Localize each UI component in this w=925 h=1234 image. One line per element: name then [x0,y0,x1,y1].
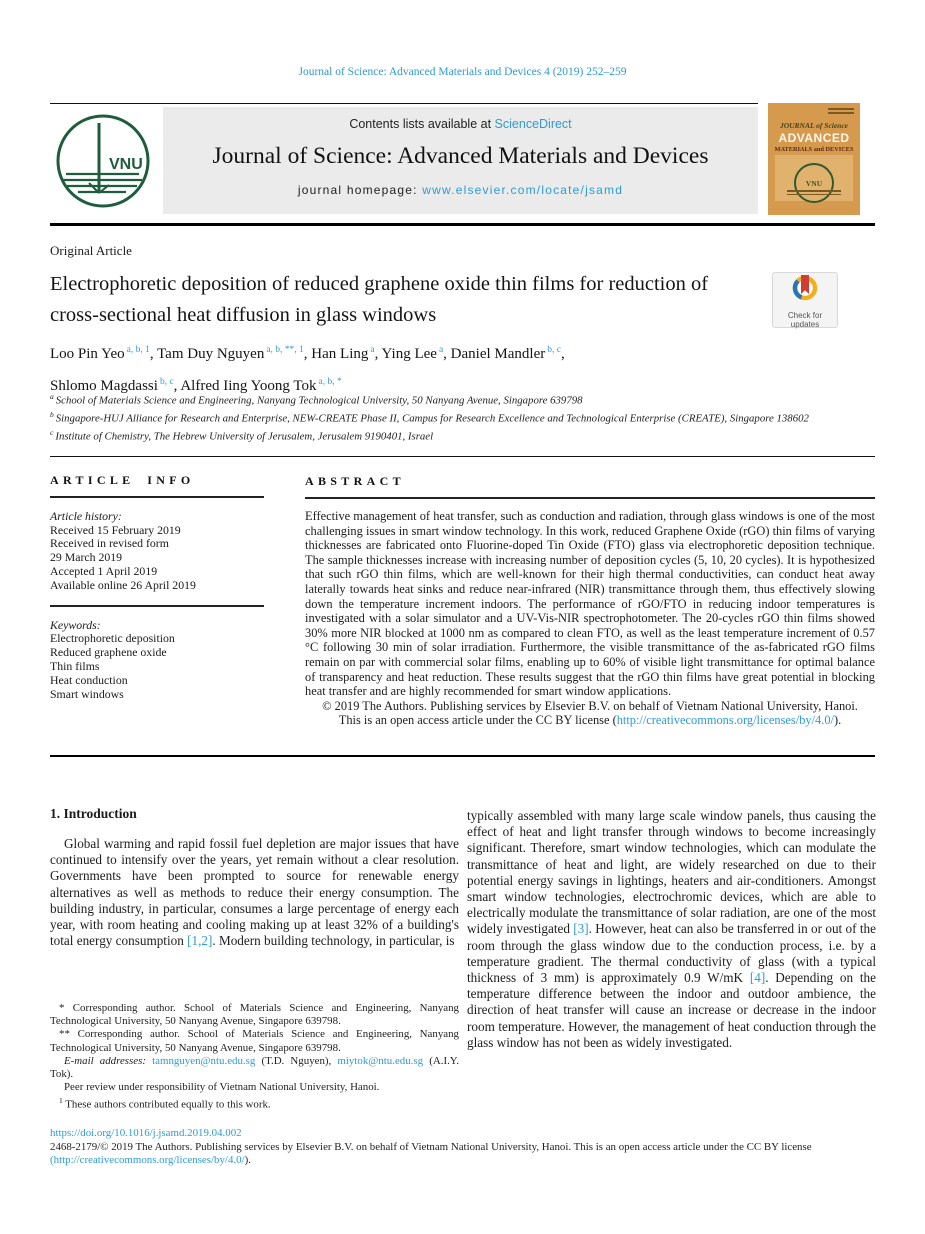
info-keywords-rule [50,605,264,607]
abstract-bottom-rule [50,755,875,757]
journal-title: Journal of Science: Advanced Materials and Devices [212,143,709,169]
history-item: Received 15 February 2019 [50,522,181,537]
badge-label-line1: Check for [787,311,823,320]
abstract-copyright [305,699,875,728]
abstract-heading: ABSTRACT [305,474,405,488]
article-history-label: Article history: [50,508,122,523]
cover-vnu-text: VNU [805,178,823,188]
affiliation: $^c$ Institute of Chemistry, The Hebrew University of Jerusalem, Jerusalem 9190401, Israel [50,427,434,443]
running-head-citation: Journal of Science: Advanced Materials and Devices 4 (2019) 252–259 [298,66,627,78]
author: Shlomo Magdassi $^{b, c}$, [50,377,181,394]
article-info-heading: ARTICLE INFO [50,473,195,487]
license-post: ). [833,713,842,728]
author-affil-sup: b, c [159,377,174,387]
article-title: Electrophoretic deposition of reduced graphene oxide thin films for reduction of cross-sectional heat diffusion in glass windows [50,273,709,326]
contents-line [163,117,758,131]
masthead-top-rule [50,103,758,104]
author: Alfred Iing Yoong Tok $^{a, b, *}$ [180,377,342,394]
cover-journal-line: JOURNAL of Science [779,121,849,130]
keyword-item: Reduced graphene oxide [50,645,167,660]
cover-issn-marks [828,108,854,116]
history-item: Accepted 1 April 2019 [50,563,158,578]
intro-text: . Modern building technology, in particular, is [212,933,455,949]
intro-paragraph-continued [467,808,876,1051]
author: Loo Pin Yeo $^{a, b, 1}$, [50,345,158,362]
homepage-line [163,183,758,197]
footnotes [50,1002,459,1112]
author-affil-sup: a [438,345,444,355]
header-divider-rule [50,456,875,457]
homepage-prefix: journal homepage: [297,183,418,197]
masthead-bottom-rule [50,223,875,226]
author-affil-sup: a, b, 1 [126,345,150,355]
badge-label-line2: updates [790,319,820,329]
doi-link[interactable]: https://doi.org/10.1016/j.jsamd.2019.04.002 [50,1127,242,1139]
check-for-updates-badge[interactable] [772,272,838,328]
keyword-item: Electrophoretic deposition [50,631,175,646]
citation-ref-3[interactable]: [3] [573,921,589,937]
vnu-logo [53,111,153,211]
footer-copyright-text: 2468-2179/© 2019 The Authors. Publishing services by Elsevier B.V. on behalf of Vietnam National University, Hanoi. This is an open access article under the CC BY license [50,1140,812,1153]
crossmark-icon [785,273,825,307]
footer-license-post: ). [244,1154,251,1166]
intro-text: . However, heat can also be transferred in or out of the room through the glass window due to the conduction process, i.e. by a temperature gradient. The thermal conductivity of glass (with a typical thickness of 3 mm) is approximately 0.9 W/mK [467,921,876,986]
footnote-corresponding-2: ** Corresponding author. School of Materials Science and Engineering, Nanyang Technological University, 50 Nanyang Avenue, Singapore 639798. [50,1028,459,1054]
page-footer [50,1127,875,1168]
intro-text: . Depending on the temperature difference between the indoor and outdoor ambience, the direction of heat transfer will cause an increase or decrease in the indoor room temperature. However, the management of heat conduction through the glass window has not been as widely investigated. [467,970,876,1050]
body-right-column [467,808,876,1051]
cc-by-license-link[interactable]: http://creativecommons.org/licenses/by/4.0/ [616,713,834,728]
affiliations [50,390,875,443]
footnote-equal-contribution: $^1$ These authors contributed equally to this work. [59,1096,271,1112]
footnote-emails [50,1055,459,1081]
intro-text: typically assembled with many large scale window panels, thus causing the effect of heat and light transfer through windows to become increasingly significant. Therefore, smart window technologies, which can modulate the transmittance of heat and light, are widely researched on due to their potential energy savings in lightings, heaters and air-conditioners. Amongst smart window technologies, electrochromic devices, which are able to electrically modulate the transmittance of solar radiation, are one of the most widely investigated [467,808,876,937]
author: Han Ling $^a$, [311,345,382,362]
journal-homepage-link[interactable]: www.elsevier.com/locate/jsamd [422,183,624,197]
abstract-column [305,474,875,728]
affiliation: $^a$ School of Materials Science and Engineering, Nanyang Technological University, 50 Nanyang Avenue, Singapore 639798 [50,392,583,407]
license-line [305,713,875,728]
copyright-line: © 2019 The Authors. Publishing services by Elsevier B.V. on behalf of Vietnam National University, Hanoi. [322,698,858,713]
masthead [163,107,758,214]
citation-ref-1-2[interactable]: [1,2] [187,933,213,949]
footer-cc-link[interactable]: (http://creativecommons.org/licenses/by/4.0/ [50,1154,245,1166]
cover-footer-marks [787,190,841,197]
email-label: E-mail addresses: [64,1054,146,1067]
info-heading-rule [50,496,264,498]
contents-prefix: Contents lists available at [349,117,492,131]
email-link-tamnguyen[interactable]: tamnguyen@ntu.edu.sg [152,1054,256,1067]
email-suffix: (T.D. Nguyen), [255,1054,338,1067]
email-suffix: (A.I.Y. Tok). [50,1054,459,1081]
author: Ying Lee $^a$, [381,345,451,362]
body-left-column [50,836,459,949]
author: Tam Duy Nguyen $^{a, b, **, 1}$, [157,345,312,362]
intro-text: Global warming and rapid fossil fuel depletion are major issues that have continued to intensify over the years, yet remain without a clear resolution. Governments have been prompted to source for renewable energy alternatives as well as methods to reduce their energy consumption. The building industry, in particular, consumes a large percentage of energy each year, with room heating and cooling making up at least 32% of a building's total energy consumption [50,836,459,949]
author: Daniel Mandler $^{b, c}$, [450,345,565,362]
abstract-text: Effective management of heat transfer, such as conduction and radiation, through glass windows is one of the most challenging issues in smart window technology. In this work, reduced Graphene Oxide (rGO) thin films of varying thicknesses are fabricated onto Fluorine-doped Tin Oxide (FTO) glass via electrophoretic deposition technique. The sample thicknesses increase with increasing number of deposition cycles (5, 10, 20 cycles). It is hypothesized that such rGO thin films, which are well-known for their high thermal conductivities, can conduct heat away laterally towards heat sinks and reduce near-infrared (NIR) transmittance through them, thus effectively slowing down the temperature increment indoors. The performance of rGO/FTO in reducing indoor temperatures is investigated with a solar simulator and a UV-Vis-NIR spectrophotometer. The 20-cycles rGO thin films showed 30% more NIR blocked at 1000 nm as compared to clean FTO, as well as the least temperature increment of 0.57 °C following 30 min of solar irradiation. Furthermore, the visible transmittance of the as-fabricated rGO films remain on par with commercial solar films, enabling up to 60% of visible light transmittance for optimal balance of transparency and heat reduction. These results suggest that the rGO thin films have great potential in blocking heat transfer and are highly recommended for smart window applications. [305,509,875,699]
citation-ref-4[interactable]: [4] [749,970,766,986]
author-affil-sup: b, c [547,345,561,355]
abstract-heading-rule [305,497,875,499]
author-affil-sup: a, b, * [318,377,342,387]
sciencedirect-link[interactable]: ScienceDirect [494,117,572,131]
footnote-peer-review: Peer review under responsibility of Vietnam National University, Hanoi. [64,1081,380,1094]
keyword-item: Smart windows [50,686,124,701]
cover-vnu-logo [794,163,834,203]
cover-materials-line: MATERIALS and DEVICES [774,146,854,153]
journal-cover-thumbnail [768,103,860,215]
section-heading-introduction: 1. Introduction [50,806,137,821]
cover-panel [775,155,853,201]
keyword-item: Thin films [50,658,100,673]
author-affil-sup: a, b, **, 1 [266,345,304,355]
footnote-corresponding-1: * Corresponding author. School of Materials Science and Engineering, Nanyang Technological University, 50 Nanyang Avenue, Singapore 639798. [50,1002,459,1028]
article-info-column [50,474,264,701]
keyword-item: Heat conduction [50,672,128,687]
article-type-label: Original Article [50,243,132,258]
vnu-logo-text: VNU [109,156,143,173]
history-item: Received in revised form [50,536,169,551]
author-line-1 [50,336,830,368]
history-item: Available online 26 April 2019 [50,577,196,592]
author-affil-sup: a [370,345,375,355]
affiliation: $^b$ Singapore-HUJ Alliance for Research and Enterprise, NEW-CREATE Phase II, Campus for Research Excellence and Technological Enterprise (CREATE), Singapore 138602 [50,409,809,425]
email-link-miytok[interactable]: miytok@ntu.edu.sg [337,1054,424,1067]
intro-paragraph [50,836,459,949]
license-pre: This is an open access article under the CC BY license ( [338,713,617,728]
cover-advanced-line: ADVANCED [778,131,850,145]
footer-copyright [50,1141,875,1168]
history-item: 29 March 2019 [50,550,123,565]
keywords-label: Keywords: [50,617,101,632]
